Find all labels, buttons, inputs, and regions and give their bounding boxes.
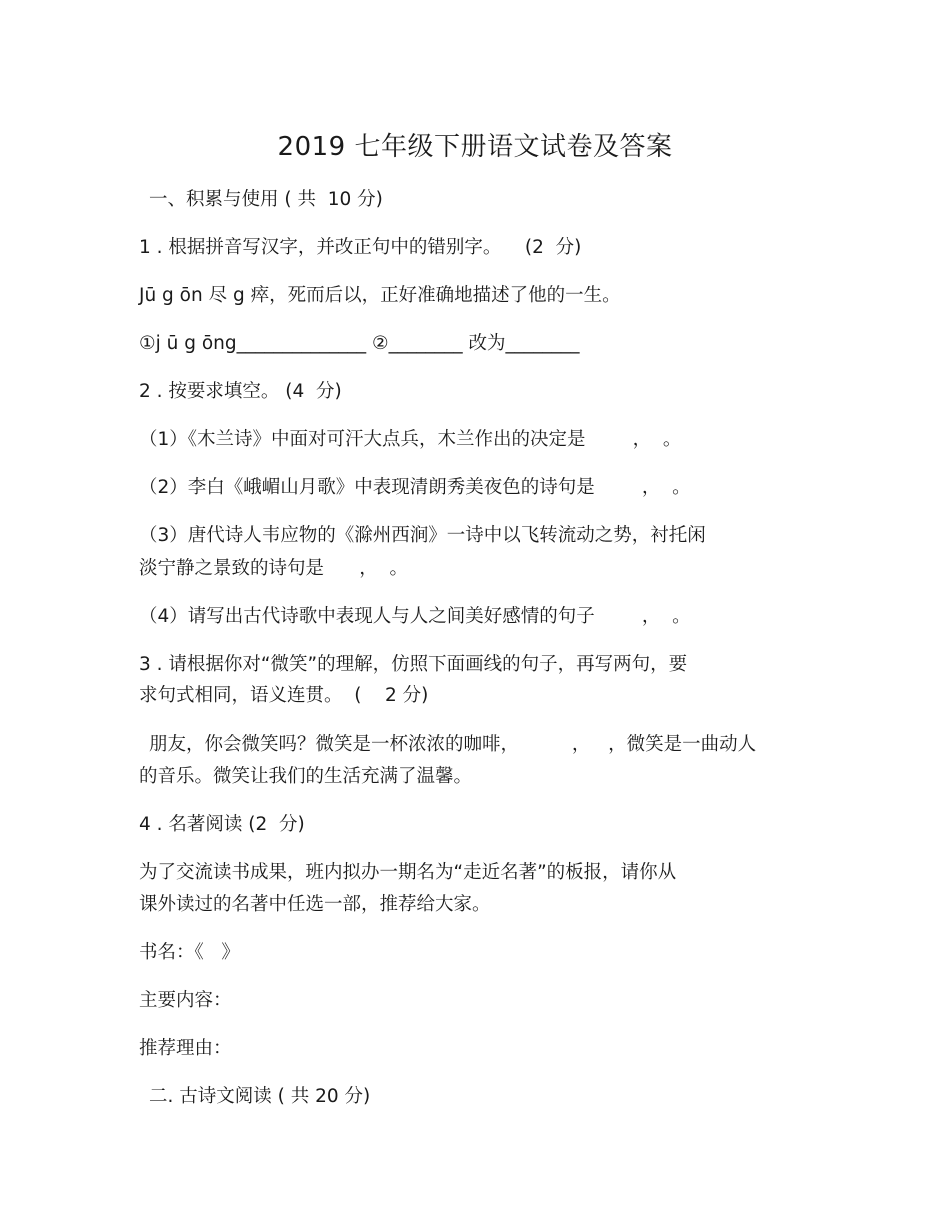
question-3-passage-line-2: 的音乐。微笑让我们的生活充满了温馨。 [139,766,473,787]
question-3-prompt-line-1: 3 . 请根据你对“微笑”的理解，仿照下面画线的句子，再写两句，要 [139,654,688,675]
main-content-field: 主要内容： [139,990,232,1011]
question-2-prompt: 2 . 按要求填空。 (4 分) [139,381,342,402]
question-2-item-2: （2）李白《峨嵋山月歌》中表现清朗秀美夜色的诗句是 ， 。 [139,477,691,498]
question-3-passage-line-1: 朋友，你会微笑吗？微笑是一杯浓浓的咖啡， ， ，微笑是一曲动人 [149,734,757,755]
question-2-item-4: （4）请写出古代诗歌中表现人与人之间美好感情的句子 ， 。 [139,606,691,627]
question-4-instruction-line-2: 课外读过的名著中任选一部，推荐给大家。 [139,894,491,915]
question-2-item-3-line-1: （3）唐代诗人韦应物的《滁州西涧》一诗中以飞转流动之势，衬托闲 [139,525,706,546]
section-heading-1: 一、积累与使用 ( 共 10 分) [149,189,383,210]
question-1-answer-blanks: ①j ū g ōng______________ ②________ 改为________ [139,333,580,354]
question-3-prompt-line-2: 求句式相同，语义连贯。 ( 2 分) [139,685,429,706]
exam-title: 2019 七年级下册语文试卷及答案 [277,132,673,162]
question-4-prompt: 4 . 名著阅读 (2 分) [139,814,305,835]
question-4-instruction-line-1: 为了交流读书成果，班内拟办一期名为“走近名著”的板报，请你从 [139,862,677,883]
question-1-sentence: Jū g ōn 尽 g 瘁，死而后以，正好准确地描述了他的一生。 [139,285,621,306]
question-2-item-1: （1）《木兰诗》中面对可汗大点兵，木兰作出的决定是 ， 。 [139,429,682,450]
question-1-prompt: 1 . 根据拼音写汉字，并改正句中的错别字。 (2 分) [139,237,582,258]
question-2-item-3-line-2: 淡宁静之景致的诗句是 ， 。 [139,558,409,579]
recommendation-reason-field: 推荐理由： [139,1038,232,1059]
section-heading-2: 二. 古诗文阅读 ( 共 20 分) [149,1086,371,1107]
book-title-field: 书名：《 》 [139,942,240,963]
